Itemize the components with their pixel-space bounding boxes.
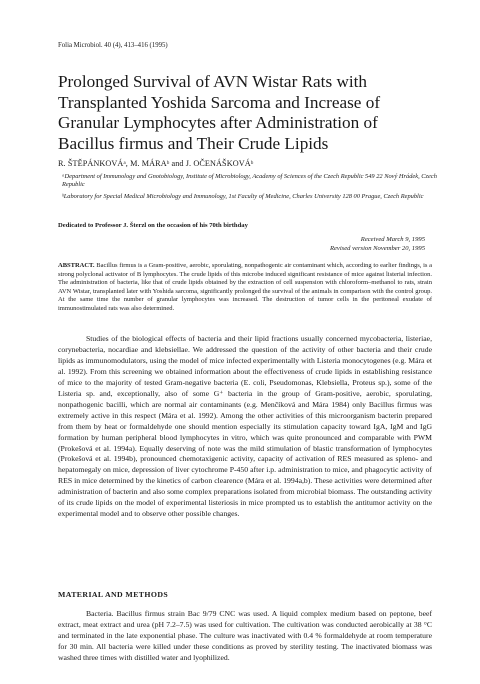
section-heading-methods: MATERIAL AND METHODS [58,590,169,599]
paper-title: Prolonged Survival of AVN Wistar Rats with Transplanted Yoshida Sarcoma and Increase of Granular Lymphocytes after Administration of Bacillus firmus and Their Crude Lipids [58,72,381,153]
journal-citation: Folia Microbiol. 40 (4), 413–416 (1995) [58,42,168,49]
abstract [58,262,432,314]
introduction-paragraph: Studies of the biological effects of bacteria and their lipid fractions usually concerned mycobacteria, listeriae, corynebacteria, nocardiae and klebsiellae. We addressed the question of the activity of other bacteria and their crude lipids as immunomodulators, using the model of mice infected experimentally with Listeria monocytogenes (e.g. Mára et al. 1992). From this screening we obtained information about the effectiveness of crude lipids in establishing resistance of mice to the majority of tested Gram-negative bacteria (E. coli, Pseudomonas, Klebsiella, Proteus sp.), some of the Listeria sp. and, exceptionally, also of some G⁺ bacteria in the group of Gram-positive, aerobic, sporulating, nonpathogenic bacilli, which are normal air contaminants (e.g. Menčíková and Mára 1984) only Bacillus firmus was extremely active in this respect (Mára et al. 1992). Among the other activities of this microorganism bacterin prepared from them by heat or formaldehyde one should mention especially its stimulation capacity toward IgA, IgM and IgG formation by human peripheral blood lymphocytes in vitro, which was quite pronounced and comparable with PWM (Prokešová et al. 1994a). Equally deserving of note was the mild stimulation of blastic transformation of lymphocytes (Prokešová et al. 1994b), pronounced chemotaxigenic activity, capacity of activation of RES measured as spleno- and hepatomegaly on mice, depression of liver cytochrome P-450 after i.p. administration to mice, and phagocytic activity of RES in mice determined by the kinetics of carbon clearence (Mára et al. 1994a,b). These activities were determined after administration of bacterin and also some complex preparations isolated from microbial biomass. The outstanding activity of its crude lipids on the model of experimental listeriosis in mice prompted us to establish the antitumor activity on the experimental model and to observe other possible changes. [58,334,432,519]
dedication: Dedicated to Professor J. Šterzl on the occasion of his 70th birthday [58,222,248,229]
abstract-text: Bacillus firmus is a Gram-positive, aerobic, sporulating, nonpathogenic air contaminant which, according to earlier findings, is a strong polyclonal activator of B lymphocytes. The crude lipids of this microbe induced significant resistance of mice against listerial infection. The administration of bacteria, like that of crude lipids obtained by the extraction of cell suspension with chloroform–methanol to rats, strain AVN Wistar, transplanted later with Yoshida sarcoma, significantly prolonged the survival of the animals in comparison with the control group. At the same time the number of granular lymphocytes was increased. The destruction of tumor cells in the peritoneal exudate of immunostimulated rats was also determined. [58,262,433,312]
author-list: R. ŠTĚPÁNKOVÁᵃ, M. MÁRAᵇ and J. OČENÁŠKOVÁᵇ [58,159,254,168]
abstract-label: ABSTRACT. [58,262,95,269]
received-date: Received March 9, 1995 [360,236,425,243]
revised-date: Revised version November 20, 1995 [329,245,425,252]
affiliation-a: ᵃDepartment of Immunology and Gnotobiology, Institute of Microbiology, Academy of Sciences of the Czech Republic 549 22 Nový Hrádek, Czech Republic [62,173,437,189]
methods-paragraph: Bacteria. Bacillus firmus strain Bac 9/79 CNC was used. A liquid complex medium based on peptone, beef extract, meat extract and urea (pH 7.2–7.5) was used for cultivation. The cultivation was conducted aerobically at 38 °C and terminated in the late exponential phase. The culture was inactivated with 0.4 % formaldehyde at room temperature for 30 min. All bacteria were killed under these conditions as proved by sterility testing. The inactivated biomass was washed three times with distilled water and lyophilized. [58,609,432,662]
affiliation-b: ᵇLaboratory for Special Medical Microbiology and Immunology, 1st Faculty of Medicine, Charles University 128 00 Prague, Czech Republic [62,193,424,200]
